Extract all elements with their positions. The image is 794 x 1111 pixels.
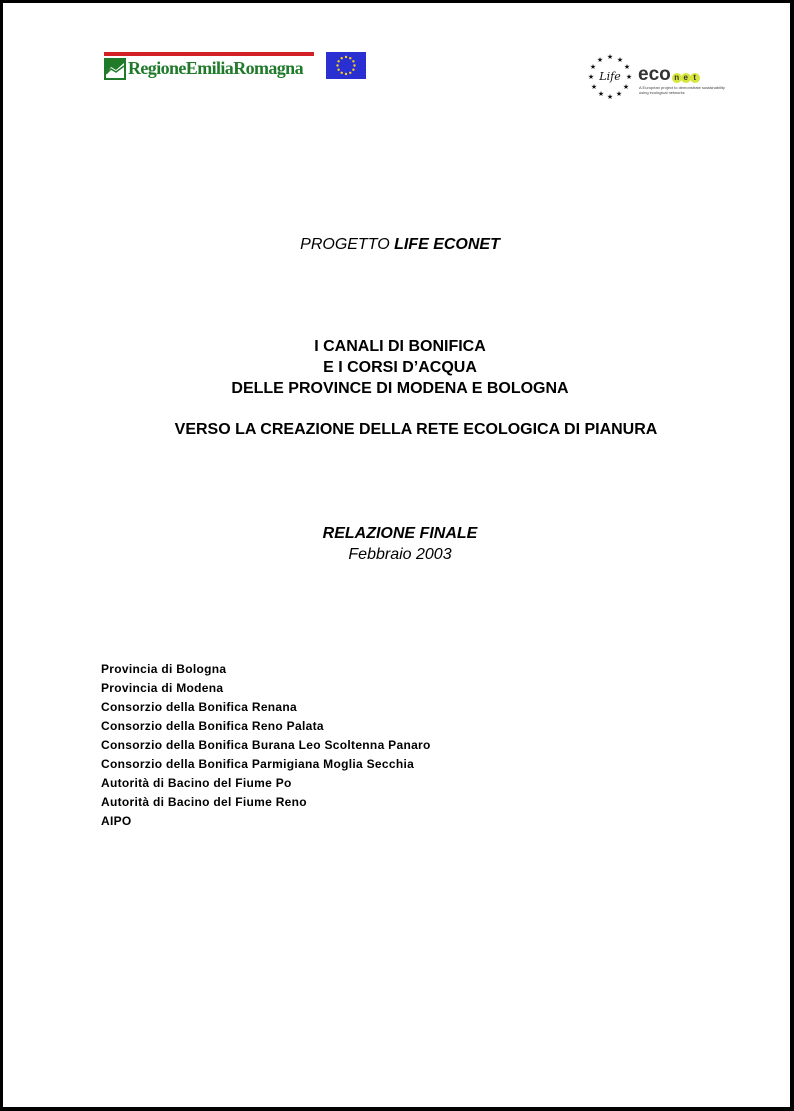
- list-item: Consorzio della Bonifica Renana: [101, 700, 297, 714]
- report-date: Febbraio 2003: [348, 546, 452, 563]
- net-dots: n e t: [672, 64, 699, 86]
- econet-tagline: A European project to demonstrate sustainability using ecological networks: [639, 85, 725, 95]
- title-line: I CANALI DI BONIFICA: [314, 338, 486, 355]
- regione-emilia-romagna-logo: [104, 52, 366, 84]
- life-text: Life: [599, 70, 621, 83]
- svg-text:★: ★: [623, 63, 631, 71]
- life-stars-icon: [586, 52, 634, 100]
- svg-text:★: ★: [606, 93, 614, 100]
- svg-text:★: ★: [590, 83, 598, 91]
- partner-list: [101, 660, 431, 831]
- document-title: [3, 336, 794, 399]
- life-econet-logo: [586, 52, 726, 102]
- svg-text:★: ★: [616, 56, 624, 64]
- econet-wordmark: [638, 64, 699, 86]
- report-info: [3, 523, 794, 565]
- list-item: Consorzio della Bonifica Parmigiana Moglia Secchia: [101, 757, 415, 771]
- report-title: RELAZIONE FINALE: [322, 525, 478, 542]
- eco-text: eco: [638, 64, 671, 86]
- svg-text:★: ★: [596, 56, 604, 64]
- regione-wordmark: RegioneEmiliaRomagna: [128, 58, 303, 78]
- eu-flag-icon: [326, 52, 366, 79]
- svg-text:★: ★: [606, 53, 614, 61]
- project-prefix: PROGETTO: [300, 236, 395, 253]
- svg-text:★: ★: [625, 73, 633, 81]
- list-item: AIPO: [101, 814, 132, 828]
- project-line: [3, 236, 794, 254]
- title-line: DELLE PROVINCE DI MODENA E BOLOGNA: [231, 380, 569, 397]
- svg-text:★: ★: [597, 90, 605, 98]
- list-item: Autorità di Bacino del Fiume Po: [101, 776, 292, 790]
- list-item: Provincia di Bologna: [101, 662, 227, 676]
- svg-text:★: ★: [587, 73, 595, 81]
- list-item: Consorzio della Bonifica Reno Palata: [101, 719, 324, 733]
- list-item: Provincia di Modena: [101, 681, 224, 695]
- svg-text:★: ★: [615, 90, 623, 98]
- list-item: Consorzio della Bonifica Burana Leo Scoltenna Panaro: [101, 738, 431, 752]
- list-item: Autorità di Bacino del Fiume Reno: [101, 795, 307, 809]
- svg-text:★: ★: [589, 63, 597, 71]
- title-line: E I CORSI D’ACQUA: [323, 359, 477, 376]
- red-stripe: [104, 52, 314, 56]
- region-map-icon: [104, 58, 126, 80]
- project-name: LIFE ECONET: [394, 236, 500, 253]
- document-subtitle: VERSO LA CREAZIONE DELLA RETE ECOLOGICA DI PIANURA: [174, 421, 658, 438]
- svg-text:★: ★: [622, 83, 630, 91]
